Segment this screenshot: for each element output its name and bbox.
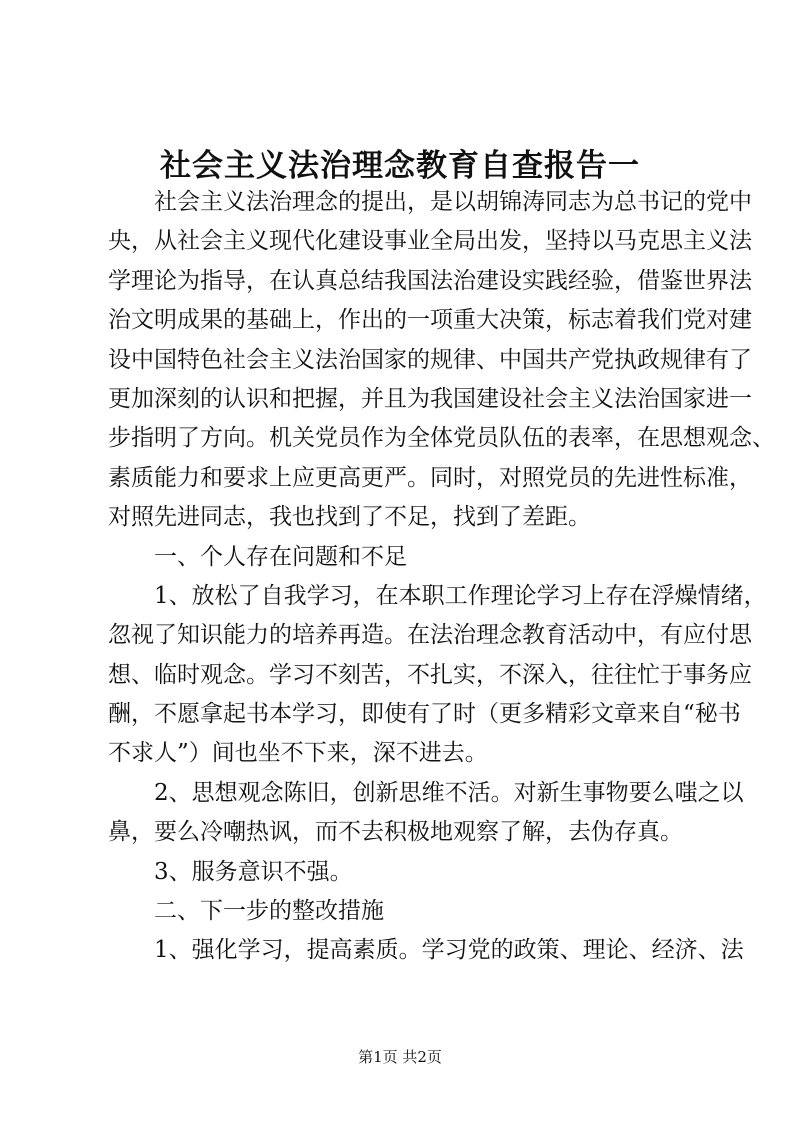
text-line: 一、个人存在问题和不足	[154, 543, 407, 570]
text-line: 二、下一步的整改措施	[154, 898, 384, 925]
text-line: 3、服务意识不强。	[154, 858, 353, 885]
text-line: 鼻，要么冷嘲热讽，而不去积极地观察了解，去伪存真。	[108, 819, 683, 846]
text-line: 酬，不愿拿起书本学习，即使有了时（更多精彩文章来自“秘书	[108, 701, 741, 728]
text-line: 社会主义法治理念的提出，是以胡锦涛同志为总书记的党中	[154, 189, 752, 215]
text-line: 想、临时观念。学习不刻苦，不扎实，不深入，往往忙于事务应	[108, 661, 752, 688]
text-line: 素质能力和要求上应更高更严。同时，对照党员的先进性标准，	[108, 464, 752, 491]
text-line: 治文明成果的基础上，作出的一项重大决策，标志着我们党对建	[108, 307, 752, 334]
text-line: 不求人”）间也坐不下来，深不进去。	[108, 740, 488, 767]
text-line: 设中国特色社会主义法治国家的规律、中国共产党执政规律有了	[108, 346, 752, 373]
text-line: 忽视了知识能力的培养再造。在法治理念教育活动中，有应付思	[108, 622, 752, 649]
text-line: 步指明了方向。机关党员作为全体党员队伍的表率，在思想观念、	[108, 425, 775, 452]
text-line: 央，从社会主义现代化建设事业全局出发，坚持以马克思主义法	[108, 228, 752, 255]
text-line: 更加深刻的认识和把握，并且为我国建设社会主义法治国家进一	[108, 385, 752, 412]
text-line: 对照先进同志，我也找到了不足，找到了差距。	[108, 504, 591, 531]
text-line: 2、思想观念陈旧，创新思维不活。对新生事物要么嗤之以	[154, 779, 744, 806]
text-line: 1、放松了自我学习，在本职工作理论学习上存在浮燥情绪，	[154, 582, 767, 609]
page-footer: 第1页 共2页	[358, 1048, 442, 1066]
document-body	[108, 183, 775, 971]
text-line: 1、强化学习，提高素质。学习党的政策、理论、经济、法	[154, 937, 744, 964]
text-line: 学理论为指导，在认真总结我国法治建设实践经验，借鉴世界法	[108, 267, 752, 294]
document-title: 社会主义法治理念教育自查报告一	[160, 148, 640, 184]
